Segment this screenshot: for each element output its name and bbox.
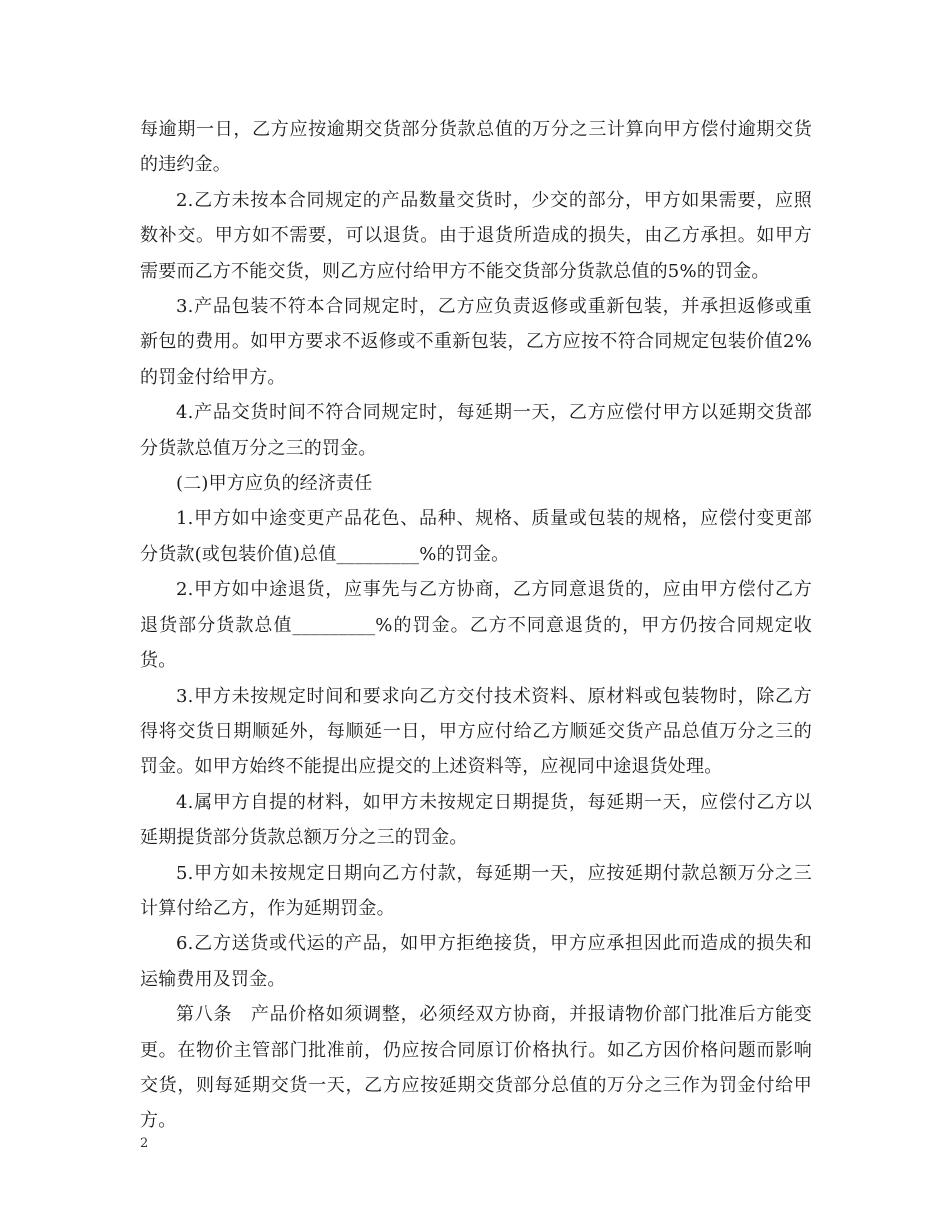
paragraph-continuation: 每逾期一日，乙方应按逾期交货部分货款总值的万分之三计算向甲方偿付逾期交货的违约金。 [140,119,812,176]
paragraph-article-8: 第八条 产品价格如须调整，必须经双方协商，并报请物价部门批准后方能变更。在物价主管部门批准前，仍应按合同原订价格执行。如乙方因价格问题而影响交货，则每延期交货一天，乙方应按延期交货部分总值的万分之三作为罚金付给甲方。 [140,1004,812,1132]
section-heading-party-a-liability: (二)甲方应负的经济责任 [176,473,373,495]
paragraph-clause-b1: 1.甲方如中途变更产品花色、品种、规格、质量或包装的规格，应偿付变更部分货款(或包装价值)总值_________%的罚金。 [140,508,812,565]
paragraph-clause-a4: 4.产品交货时间不符合同规定时，每延期一天，乙方应偿付甲方以延期交货部分货款总值万分之三的罚金。 [140,402,812,459]
page-number: 2 [140,1136,149,1151]
paragraph-clause-a2: 2.乙方未按本合同规定的产品数量交货时，少交的部分，甲方如果需要，应照数补交。甲方如不需要，可以退货。由于退货所造成的损失，由乙方承担。如甲方需要而乙方不能交货，则乙方应付给甲方不能交货部分货款总值的5%的罚金。 [140,189,812,282]
paragraph-clause-b5: 5.甲方如未按规定日期向乙方付款，每延期一天，应按延期付款总额万分之三计算付给乙方，作为延期罚金。 [140,862,812,919]
paragraph-clause-b6: 6.乙方送货或代运的产品，如甲方拒绝接货，甲方应承担因此而造成的损失和运输费用及罚金。 [140,933,812,990]
paragraph-clause-a3: 3.产品包装不符本合同规定时，乙方应负责返修或重新包装，并承担返修或重新包的费用。如甲方要求不返修或不重新包装，乙方应按不符合同规定包装价值2%的罚金付给甲方。 [140,296,812,388]
paragraph-clause-b2: 2.甲方如中途退货，应事先与乙方协商，乙方同意退货的，应由甲方偿付乙方退货部分货款总值_________%的罚金。乙方不同意退货的，甲方仍按合同规定收货。 [140,579,812,672]
contract-body [140,112,812,1139]
paragraph-clause-b4: 4.属甲方自提的材料，如甲方未按规定日期提货，每延期一天，应偿付乙方以延期提货部分货款总额万分之三的罚金。 [140,791,812,849]
paragraph-clause-b3: 3.甲方未按规定时间和要求向乙方交付技术资料、原材料或包装物时，除乙方得将交货日期顺延外，每顺延一日，甲方应付给乙方顺延交货产品总值万分之三的罚金。如甲方始终不能提出应提交的上述资料等，应视同中途退货处理。 [140,685,812,778]
